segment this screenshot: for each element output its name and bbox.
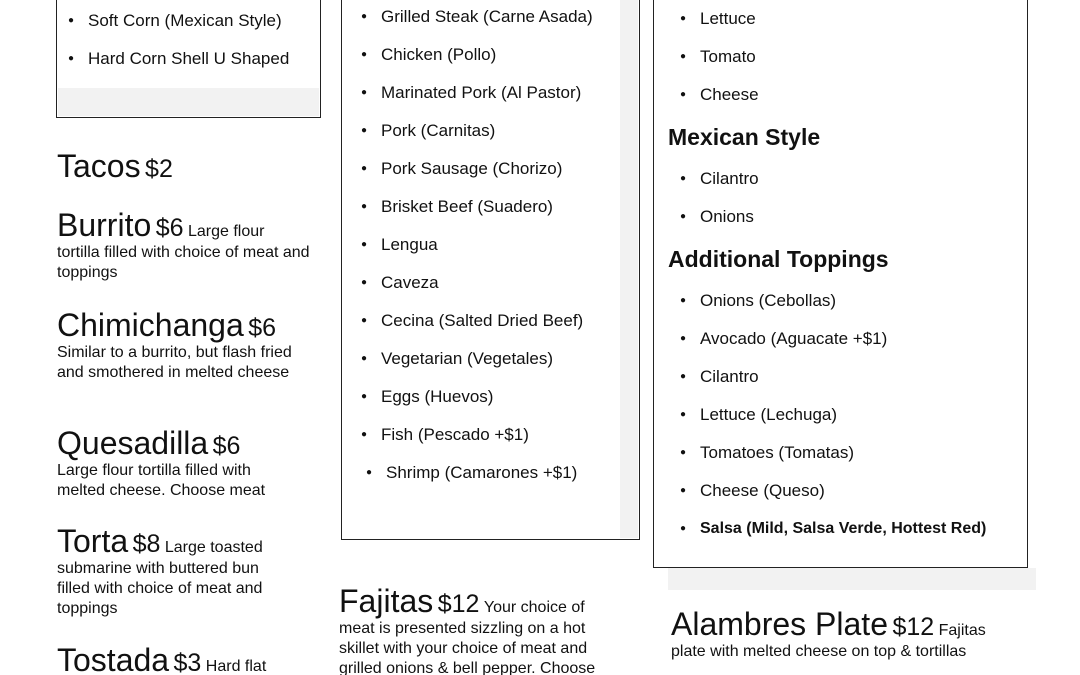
meat-item: ● Shrimp (Camarones +$1) <box>386 463 577 483</box>
american-toppings-list <box>700 0 1000 110</box>
topping-item: ● Tomato <box>700 47 756 67</box>
meat-item: ● Vegetarian (Vegetales) <box>381 349 553 369</box>
menu-item-fajitas <box>339 583 629 675</box>
meat-item: ● Eggs (Huevos) <box>381 387 493 407</box>
salsa-topping-item: ● Salsa (Mild, Salsa Verde, Hottest Red) <box>700 519 986 539</box>
item-price: $6 <box>212 432 241 460</box>
meat-item: ● Fish (Pescado +$1) <box>381 425 529 445</box>
mexican-style-list <box>700 160 1000 230</box>
menu-item-alambres <box>671 606 1041 662</box>
item-price: $12 <box>892 613 935 641</box>
item-desc: meat is presented sizzling on a hot skillet with your choice of meat and grilled onions & bell pepper. Choose <box>339 620 596 675</box>
shell-box-shade <box>58 88 319 116</box>
item-desc: submarine with buttered bun filled with choice of meat and toppings <box>57 560 263 617</box>
mexican-style-heading: Mexican Style <box>668 124 821 150</box>
item-price: $12 <box>437 590 480 618</box>
topping-item: ● Cilantro <box>700 169 759 189</box>
topping-item: ● Onions <box>700 207 754 227</box>
shell-item: ● Soft Corn (Mexican Style) <box>88 11 282 31</box>
item-desc: Fajitas <box>938 622 986 639</box>
item-price: $6 <box>248 314 277 342</box>
item-name: Fajitas <box>339 583 434 619</box>
shell-list <box>88 0 318 80</box>
item-desc: plate with melted cheese on top & tortillas <box>671 643 967 660</box>
toppings-box-shade <box>668 568 1036 590</box>
item-desc: Hard flat <box>205 658 267 675</box>
menu-item-tostada <box>57 642 317 675</box>
item-desc: Your choice of <box>483 599 585 616</box>
meat-item: ● Cecina (Salted Dried Beef) <box>381 311 583 331</box>
topping-item: ● Cilantro <box>700 367 759 387</box>
additional-toppings-list <box>700 282 1020 552</box>
meat-item: ● Pork Sausage (Chorizo) <box>381 159 562 179</box>
meat-item: ● Marinated Pork (Al Pastor) <box>381 83 581 103</box>
meat-item: ● Pork (Carnitas) <box>381 121 495 141</box>
meat-item: ● Lengua <box>381 235 438 255</box>
item-name: Burrito <box>57 207 152 243</box>
topping-item: ● Cheese <box>700 85 759 105</box>
item-desc: Similar to a burrito, but flash fried and smothered in melted cheese <box>57 344 292 381</box>
menu-item-torta <box>57 523 317 619</box>
meat-item: ● Chicken (Pollo) <box>381 45 496 65</box>
menu-item-chimichanga <box>57 307 307 383</box>
item-desc: Large toasted <box>164 539 263 556</box>
item-name: Tostada <box>57 642 170 675</box>
item-name: Chimichanga <box>57 307 244 343</box>
menu-item-burrito <box>57 207 317 283</box>
item-price: $8 <box>132 530 161 558</box>
item-desc: Large flour <box>187 223 265 240</box>
item-price: $2 <box>145 155 173 183</box>
topping-item: ● Tomatoes (Tomatas) <box>700 443 854 463</box>
meat-item: ● Grilled Steak (Carne Asada) <box>381 7 593 27</box>
meat-item: ● Caveza <box>381 273 439 293</box>
item-price: $6 <box>155 214 184 242</box>
item-name: Alambres Plate <box>671 606 888 642</box>
item-price: $3 <box>173 649 202 675</box>
item-name: Quesadilla <box>57 425 209 461</box>
menu-item-quesadilla <box>57 425 307 501</box>
additional-toppings-heading: Additional Toppings <box>668 246 889 272</box>
meat-list <box>381 0 621 500</box>
topping-item: ● Onions (Cebollas) <box>700 291 836 311</box>
shell-item: ● Hard Corn Shell U Shaped <box>88 49 289 69</box>
meat-box-shade <box>620 0 638 538</box>
topping-item: ● Avocado (Aguacate +$1) <box>700 329 887 349</box>
topping-item: ● Cheese (Queso) <box>700 481 825 501</box>
topping-item: ● Lettuce <box>700 9 756 29</box>
item-desc: tortilla filled with choice of meat and toppings <box>57 244 310 281</box>
item-name: Tacos <box>57 148 141 184</box>
menu-item-tacos <box>57 148 317 184</box>
topping-item: ● Lettuce (Lechuga) <box>700 405 837 425</box>
meat-item: ● Brisket Beef (Suadero) <box>381 197 553 217</box>
item-name: Torta <box>57 523 129 559</box>
item-desc: Large flour tortilla filled with melted cheese. Choose meat <box>57 462 266 499</box>
